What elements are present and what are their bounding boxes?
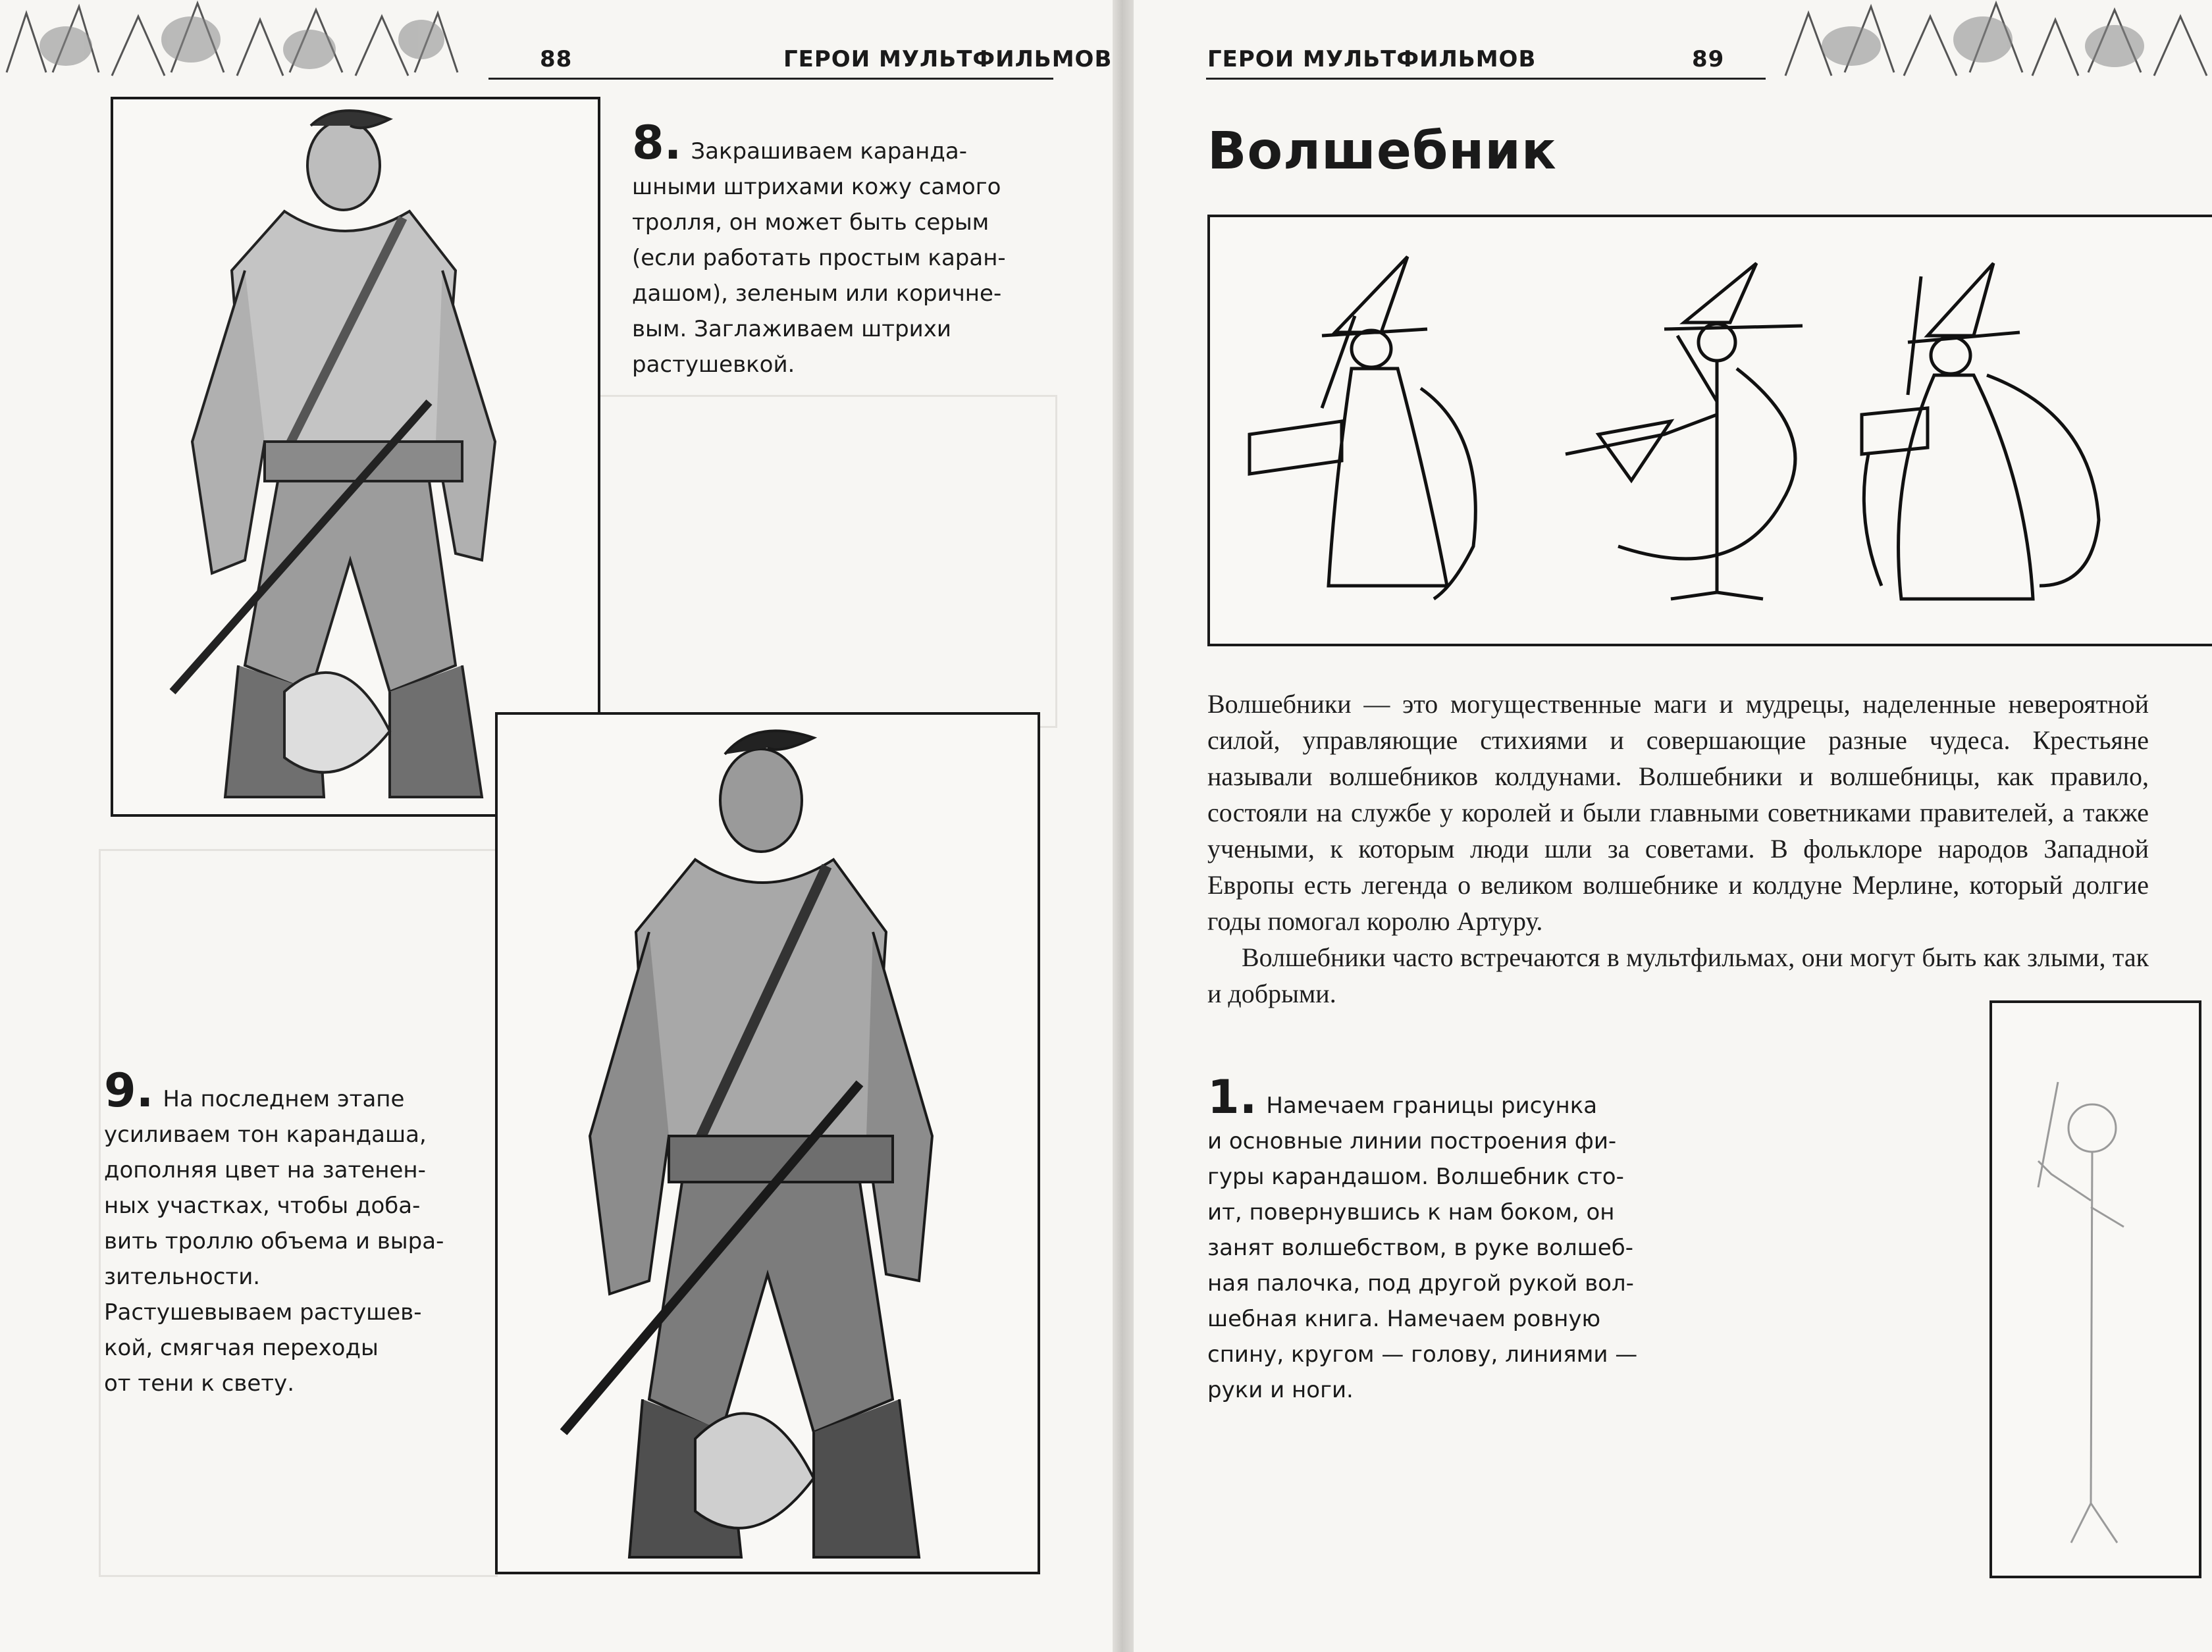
section-title: Волшебник <box>1207 122 1557 181</box>
text-line: усиливаем тон карандаша, <box>104 1122 427 1148</box>
running-title: ГЕРОИ МУЛЬТФИЛЬМОВ <box>783 46 1113 72</box>
step-number: 9. <box>104 1064 154 1118</box>
paragraph-2: Волшебники часто встречаются в мультфильмах, они могут быть как злыми, так и добрыми. <box>1207 942 2149 1008</box>
troll-illustration-step9 <box>495 712 1040 1574</box>
step-1-text <box>1207 1070 1971 1408</box>
text-line: шебная книга. Намечаем ровную <box>1207 1306 1601 1332</box>
text-line: ная палочка, под другой рукой вол- <box>1207 1270 1634 1297</box>
header-ornament-right <box>1772 0 2212 86</box>
right-page <box>1134 0 2212 1652</box>
faint-frame <box>592 395 1057 728</box>
page-number: 88 <box>540 46 573 72</box>
text-line: ит, повернувшись к нам боком, он <box>1207 1199 1615 1226</box>
text-line: гуры карандашом. Волшебник сто- <box>1207 1164 1624 1190</box>
book-gutter <box>1113 0 1134 1652</box>
text-line: дополняя цвет на затенен- <box>104 1157 426 1183</box>
text-line: На последнем этапе <box>163 1086 405 1112</box>
text-line: кой, смягчая переходы <box>104 1335 379 1361</box>
header-ornament-left <box>0 0 461 86</box>
text-line: Растушевываем растушев- <box>104 1299 422 1326</box>
text-line: от тени к свету. <box>104 1370 294 1397</box>
wizard-construction-sketch <box>1989 1000 2201 1578</box>
text-line: растушевкой. <box>632 351 795 378</box>
text-line: тролля, он может быть серым <box>632 209 989 236</box>
step-8-text <box>632 116 1053 382</box>
troll-illustration-step8 <box>111 97 600 817</box>
text-line: ных участках, чтобы доба- <box>104 1193 421 1219</box>
header-rule <box>488 78 1053 80</box>
header-rule <box>1206 78 1766 80</box>
step-9-text <box>104 1064 473 1401</box>
page-number: 89 <box>1692 46 1725 72</box>
text-line: занят волшебством, в руке волшеб- <box>1207 1235 1634 1261</box>
text-line: Намечаем границы рисунка <box>1266 1093 1598 1119</box>
wizard-sketches <box>1207 215 2212 646</box>
text-line: вить троллю объема и выра- <box>104 1228 444 1254</box>
text-line: шными штрихами кожу самого <box>632 174 1001 200</box>
text-line: Закрашиваем каранда- <box>691 138 967 165</box>
text-line: руки и ноги. <box>1207 1377 1354 1403</box>
text-line: (если работать простым каран- <box>632 245 1006 271</box>
intro-text <box>1207 686 2149 1012</box>
paragraph-1: Волшебники — это могущественные маги и мудрецы, наделенные невероятной силой, управляющие стихиями и совершающие разные чудеса. Крестьяне называли волшебников колдунами. Волшебники и волшебницы, как правило, состояли на службе у королей и были главными советниками правителей, а также учеными, к которым люди шли за советами. В фольклоре народов Западной Европы есть легенда о великом волшебнике и колдуне Мерлине, который долгие годы помогал королю Артуру. <box>1207 689 2149 936</box>
text-line: дашом), зеленым или коричне- <box>632 280 1002 307</box>
text-line: и основные линии построения фи- <box>1207 1128 1617 1154</box>
step-number: 8. <box>632 116 682 170</box>
running-title: ГЕРОИ МУЛЬТФИЛЬМОВ <box>1207 46 1537 72</box>
text-line: спину, кругом — голову, линиями — <box>1207 1341 1638 1368</box>
step-number: 1. <box>1207 1070 1257 1124</box>
text-line: вым. Заглаживаем штрихи <box>632 316 951 342</box>
text-line: зительности. <box>104 1264 261 1290</box>
